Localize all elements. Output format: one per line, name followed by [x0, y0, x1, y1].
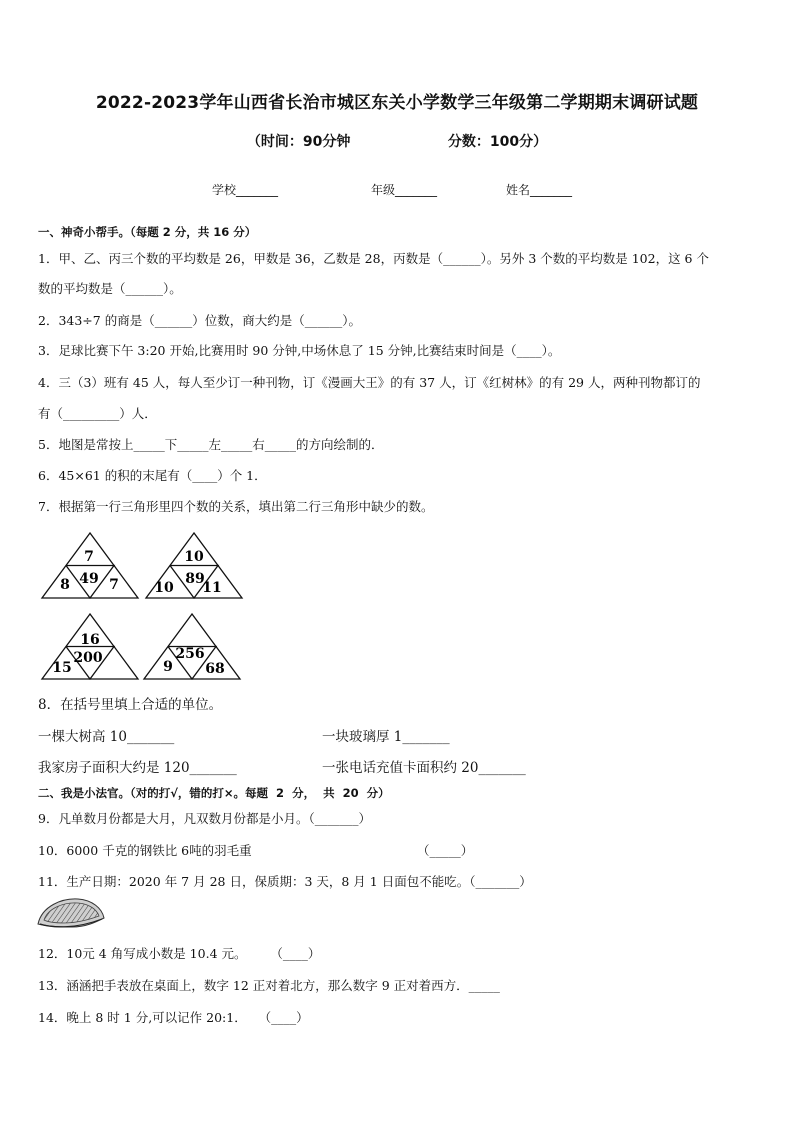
triangle-1-right: 7 [109, 577, 119, 593]
triangle-4-right: 68 [205, 661, 225, 677]
question-4-line-2: 有（_________）人． [38, 406, 157, 421]
triangle-1-center: 49 [79, 571, 99, 587]
number-triangle-1 [40, 531, 140, 605]
triangle-1-left: 8 [60, 577, 70, 593]
triangle-4-left: 9 [163, 659, 173, 675]
exam-title: 2022-2023学年山西省长治市城区东关小学数学三年级第二学期期末调研试题 [95, 93, 699, 113]
question-10: 10．6000 千克的钢铁比 6吨的羽毛重 [38, 843, 252, 858]
number-triangle-4 [142, 612, 242, 686]
number-triangle-3 [40, 612, 140, 686]
triangle-3-center: 200 [73, 650, 103, 666]
question-11: 11．生产日期：2020 年 7 月 28 日，保质期：3 天，8 月 1 日面包不能吃。（_______） [38, 874, 532, 889]
question-14: 14．晚上 8 时 1 分,可以记作 20:1． （____） [38, 1010, 309, 1025]
question-8-a: 一棵大树高 10_______ [38, 729, 175, 745]
question-7: 7．根据第一行三角形里四个数的关系，填出第二行三角形中缺少的数。 [38, 499, 434, 514]
section-2-heading: 二、我是小法官。（对的打√，错的打×。每题 2 分， 共 20 分） [38, 786, 390, 800]
question-4-line-1: 4．三（3）班有 45 人，每人至少订一种刊物，订《漫画大王》的有 37 人，订《红树林》的有 29 人，两种刊物都订的 [38, 375, 701, 390]
triangle-2-right: 11 [202, 580, 222, 596]
bread-image [36, 896, 106, 934]
question-10-answer-blank[interactable]: （_____） [417, 843, 474, 858]
question-12: 12．10元 4 角写成小数是 10.4 元。 （____） [38, 946, 321, 961]
question-8-b: 一块玻璃厚 1_______ [322, 729, 450, 745]
number-triangle-2 [144, 531, 244, 605]
question-5: 5．地图是常按上_____下_____左_____右_____的方向绘制的． [38, 437, 384, 452]
question-13: 13．涵涵把手表放在桌面上，数字 12 正对着北方，那么数字 9 正对着西方．_____ [38, 978, 500, 993]
question-2: 2．343÷7 的商是（______）位数，商大约是（______）。 [38, 313, 361, 328]
section-1-heading: 一、神奇小帮手。（每题 2 分，共 16 分） [38, 225, 257, 239]
triangle-2-top: 10 [184, 549, 204, 565]
exam-subtitle: （时间：90分钟 分数：100分） [246, 134, 548, 150]
question-3: 3．足球比赛下午 3:20 开始,比赛用时 90 分钟,中场休息了 15 分钟,比赛结束时间是（____）。 [38, 343, 561, 358]
triangle-2-center: 89 [185, 571, 205, 587]
triangle-3-top: 16 [80, 632, 100, 648]
triangle-4-top: 256 [175, 646, 205, 662]
name-field[interactable]: 姓名_______ [506, 183, 573, 197]
grade-field[interactable]: 年级_______ [371, 183, 438, 197]
question-8-d: 一张电话充值卡面积约 20_______ [322, 760, 526, 776]
question-9: 9．凡单数月份都是大月，凡双数月份都是小月。（_______） [38, 811, 371, 826]
question-8-c: 我家房子面积大约是 120_______ [38, 760, 237, 776]
question-1-line-1: 1．甲、乙、丙三个数的平均数是 26，甲数是 36，乙数是 28，丙数是（______）。另外 3 个数的平均数是 102，这 6 个 [38, 251, 709, 266]
question-6: 6．45×61 的积的末尾有（____）个 1． [38, 468, 267, 483]
school-field[interactable]: 学校_______ [212, 183, 279, 197]
triangle-3-left: 15 [52, 660, 72, 676]
triangle-2-left: 10 [154, 580, 174, 596]
question-1-line-2: 数的平均数是（______）。 [38, 281, 182, 296]
triangle-1-top: 7 [84, 549, 94, 565]
question-8: 8．在括号里填上合适的单位。 [38, 697, 223, 713]
